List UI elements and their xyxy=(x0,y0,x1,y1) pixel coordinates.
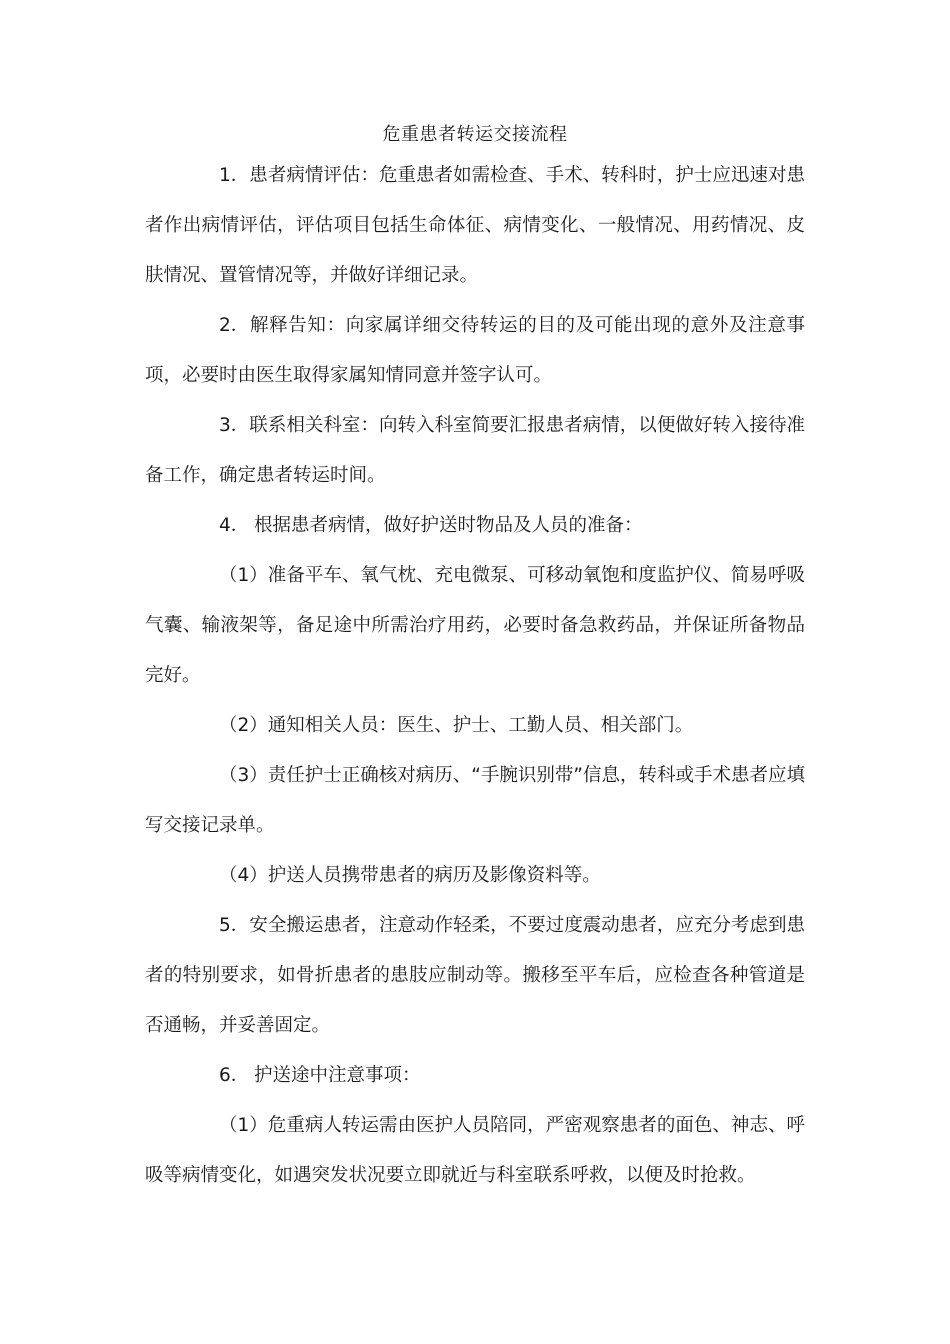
paragraph-4-3 xyxy=(145,751,805,851)
paragraph-text: 安全搬运患者，注意动作轻柔，不要过度震动患者，应充分考虑到患者的特别要求，如骨折患者的患肢应制动等。搬移至平车后，应检查各种管道是否通畅，并妥善固定。 xyxy=(145,915,805,1036)
document-title: 危重患者转运交接流程 xyxy=(382,124,568,145)
paragraph-text: 准备平车、氧气枕、充电微泵、可移动氧饱和度监护仪、简易呼吸气囊、输液架等，备足途中所需治疗用药，必要时备急救药品，并保证所备物品完好。 xyxy=(145,565,805,686)
paragraph-text: 护送人员携带患者的病历及影像资料等。 xyxy=(267,865,601,886)
paragraph-number: （1） xyxy=(219,1115,268,1136)
paragraph-number: （3） xyxy=(219,765,268,786)
paragraph-number: 4． xyxy=(219,515,250,536)
paragraph-number: 1． xyxy=(219,165,250,186)
paragraph-text: 护送途中注意事项： xyxy=(254,1065,421,1086)
paragraph-text: 通知相关人员：医生、护士、工勤人员、相关部门。 xyxy=(267,715,694,736)
paragraph-number: （1） xyxy=(219,565,268,586)
paragraph-number: （2） xyxy=(219,715,268,736)
paragraph-number: （4） xyxy=(219,865,268,886)
paragraph-2 xyxy=(145,301,805,401)
paragraph-4-1 xyxy=(145,551,805,701)
paragraph-number: 3． xyxy=(219,415,250,436)
paragraph-3 xyxy=(145,401,805,501)
paragraph-4-4 xyxy=(145,851,805,901)
paragraph-number: 5． xyxy=(219,915,250,936)
paragraph-5 xyxy=(145,901,805,1051)
paragraph-4 xyxy=(145,501,805,551)
paragraph-1 xyxy=(145,151,805,301)
paragraph-text: 解释告知：向家属详细交待转运的目的及可能出现的意外及注意事项，必要时由医生取得家属知情同意并签字认可。 xyxy=(145,315,805,386)
paragraph-text: 危重病人转运需由医护人员陪同，严密观察患者的面色、神志、呼吸等病情变化，如遇突发状况要立即就近与科室联系呼救，以便及时抢救。 xyxy=(145,1115,805,1186)
document-body xyxy=(145,151,805,1201)
paragraph-number: 2． xyxy=(219,315,250,336)
paragraph-6 xyxy=(145,1051,805,1101)
paragraph-6-1 xyxy=(145,1101,805,1201)
paragraph-number: 6． xyxy=(219,1065,250,1086)
paragraph-text: 患者病情评估：危重患者如需检查、手术、转科时，护士应迅速对患者作出病情评估，评估项目包括生命体征、病情变化、一般情况、用药情况、皮肤情况、置管情况等，并做好详细记录。 xyxy=(145,165,805,286)
paragraph-text: 联系相关科室：向转入科室简要汇报患者病情，以便做好转入接待准备工作，确定患者转运时间。 xyxy=(145,415,805,486)
paragraph-4-2 xyxy=(145,701,805,751)
paragraph-text: 根据患者病情，做好护送时物品及人员的准备： xyxy=(254,515,643,536)
paragraph-text: 责任护士正确核对病历、“手腕识别带”信息，转科或手术患者应填写交接记录单。 xyxy=(145,765,805,836)
